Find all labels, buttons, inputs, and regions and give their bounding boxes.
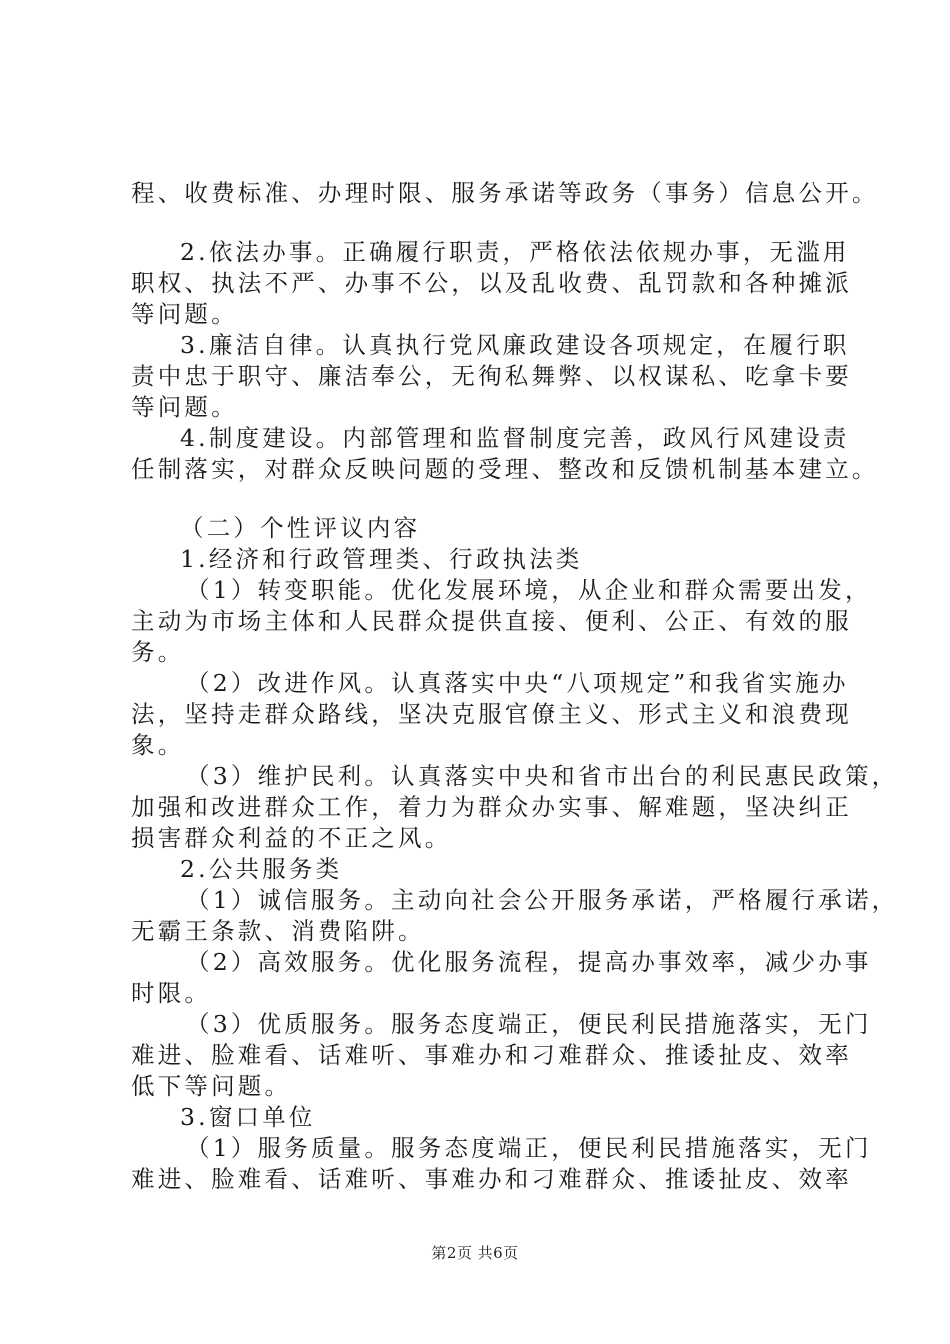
body-text-line: 低下等问题。 bbox=[131, 1072, 292, 1100]
body-text-line: （1）诚信服务。主动向社会公开服务承诺，严格履行承诺， bbox=[186, 886, 899, 914]
body-text-line: 难进、脸难看、话难听、事难办和刁难群众、推诿扯皮、效率 bbox=[131, 1041, 852, 1069]
body-text-line: 务。 bbox=[131, 638, 185, 666]
body-text-line: 任制落实，对群众反映问题的受理、整改和反馈机制基本建立。 bbox=[131, 455, 879, 483]
subsection-heading: 3.窗口单位 bbox=[180, 1103, 316, 1131]
body-text-line: （3）优质服务。服务态度端正，便民利民措施落实，无门 bbox=[186, 1010, 872, 1038]
body-text-line: 2.依法办事。正确履行职责，严格依法依规办事，无滥用 bbox=[180, 238, 850, 266]
subsection-heading: 2.公共服务类 bbox=[180, 855, 343, 883]
body-text-line: 责中忠于职守、廉洁奉公，无徇私舞弊、以权谋私、吃拿卡要 bbox=[131, 362, 852, 390]
section-heading: （二）个性评议内容 bbox=[180, 514, 421, 542]
body-text-line: 加强和改进群众工作，着力为群众办实事、解难题，坚决纠正 bbox=[131, 793, 852, 821]
body-text-line: （2）高效服务。优化服务流程，提高办事效率，减少办事 bbox=[186, 948, 872, 976]
subsection-heading: 1.经济和行政管理类、行政执法类 bbox=[180, 545, 583, 573]
body-text-line: （3）维护民利。认真落实中央和省市出台的利民惠民政策， bbox=[186, 762, 899, 790]
body-text-line: 难进、脸难看、话难听、事难办和刁难群众、推诿扯皮、效率 bbox=[131, 1165, 852, 1193]
body-text-line: 程、收费标准、办理时限、服务承诺等政务（事务）信息公开。 bbox=[131, 179, 879, 207]
body-text-line: 等问题。 bbox=[131, 393, 238, 421]
body-text-line: 3.廉洁自律。认真执行党风廉政建设各项规定，在履行职 bbox=[180, 331, 850, 359]
body-text-line: 无霸王条款、消费陷阱。 bbox=[131, 917, 425, 945]
body-text-line: 4.制度建设。内部管理和监督制度完善，政风行风建设责 bbox=[180, 424, 850, 452]
body-text-line: 象。 bbox=[131, 731, 185, 759]
body-text-line: （1）服务质量。服务态度端正，便民利民措施落实，无门 bbox=[186, 1134, 872, 1162]
page-number-footer: 第2页 共6页 bbox=[431, 1244, 519, 1262]
body-text-line: 时限。 bbox=[131, 979, 212, 1007]
body-text-line: 主动为市场主体和人民群众提供直接、便利、公正、有效的服 bbox=[131, 607, 852, 635]
body-text-line: （2）改进作风。认真落实中央“八项规定”和我省实施办 bbox=[186, 669, 849, 697]
body-text-line: 损害群众利益的不正之风。 bbox=[131, 824, 452, 852]
body-text-line: 法，坚持走群众路线，坚决克服官僚主义、形式主义和浪费现 bbox=[131, 700, 852, 728]
body-text-line: （1）转变职能。优化发展环境，从企业和群众需要出发， bbox=[186, 576, 872, 604]
body-text-line: 职权、执法不严、办事不公，以及乱收费、乱罚款和各种摊派 bbox=[131, 269, 852, 297]
body-text-line: 等问题。 bbox=[131, 300, 238, 328]
